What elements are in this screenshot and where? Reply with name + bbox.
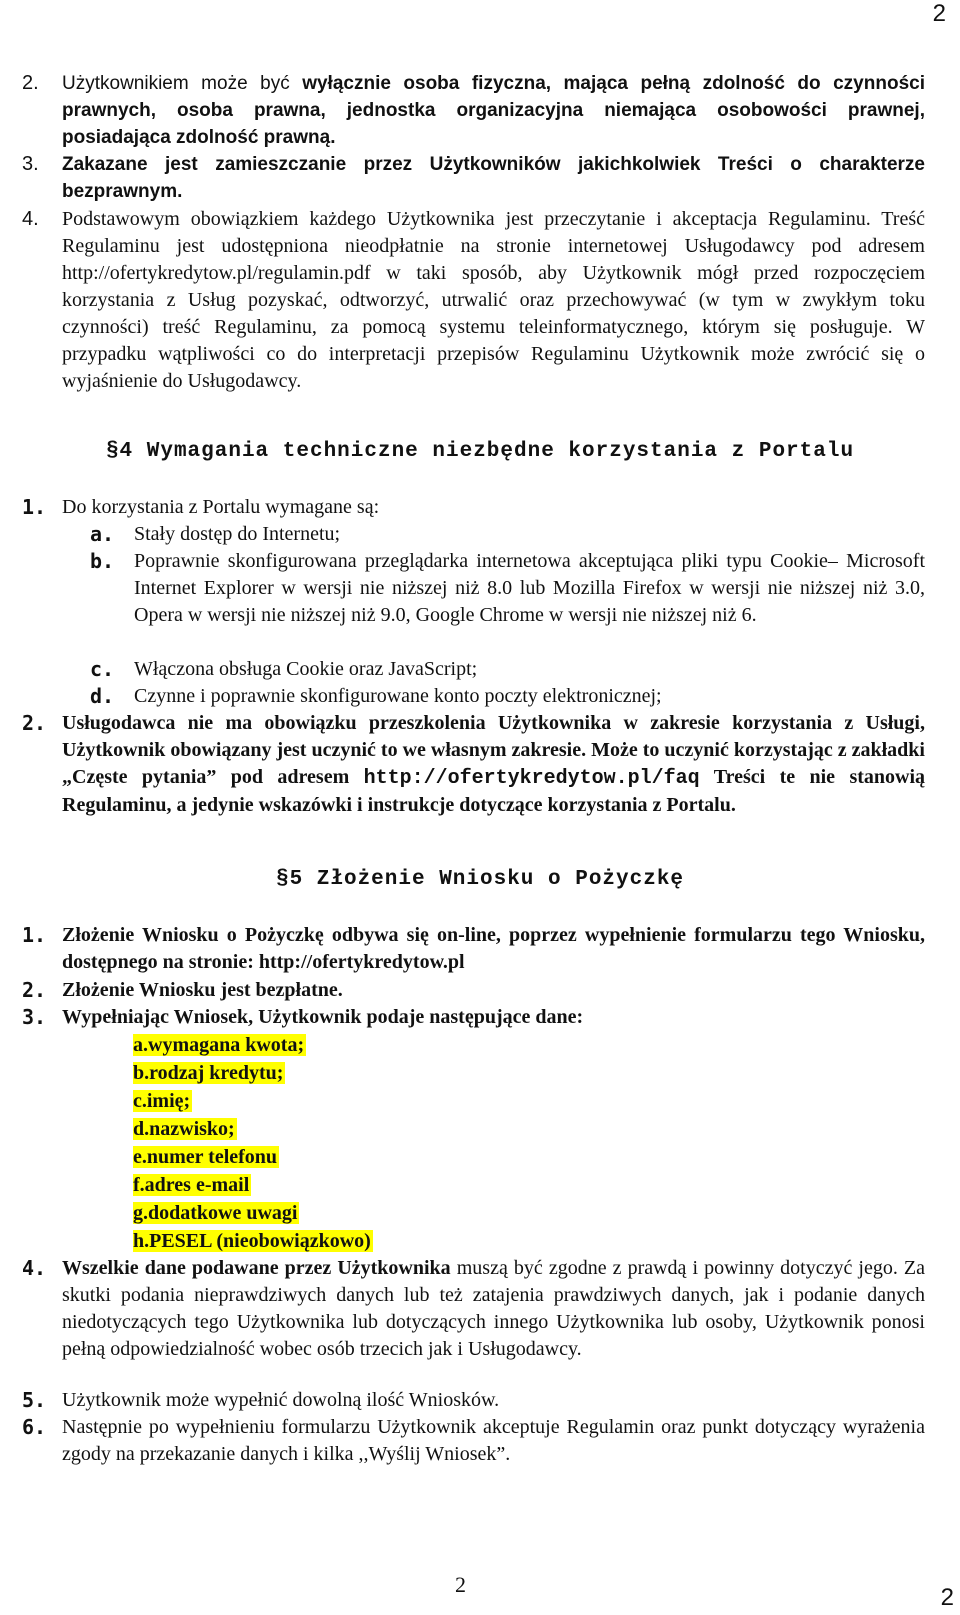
- item-number: 6.: [22, 1415, 47, 1439]
- list-item-s4-2: [22, 710, 925, 819]
- data-field-e: e.numer telefonu: [133, 1146, 278, 1168]
- sub-item-d: [90, 683, 925, 710]
- item-text: Wszelkie dane podawane przez Użytkownika muszą być zgodne z prawdą i powinny dotyczyć jego. Za skutki podania nieprawdziwych danych lub też zatajenia prawdziwych danych, jak i podanie danych niedotyczących tego Użytkownika lub dotyczących innego Użytkownika lub osoby, Użytkownik ponosi pełną odpowiedzialność wobec osób trzecich jak i Usługodawcy.: [62, 1257, 925, 1360]
- section-heading-5: §5 Złożenie Wniosku o Pożyczkę: [275, 868, 685, 891]
- sub-letter: d.: [90, 684, 115, 708]
- data-field-b: b.rodzaj kredytu;: [133, 1062, 284, 1084]
- list-item-s5-3: [22, 1004, 925, 1031]
- item-number: 3.: [22, 153, 39, 175]
- data-field-d: d.nazwisko;: [133, 1118, 235, 1140]
- item-text: Zakazane jest zamieszczanie przez Użytkowników jakichkolwiek Treści o charakterze bezprawnym.: [62, 154, 925, 202]
- item-text: Użytkownikiem może być wyłącznie osoba fizyczna, mająca pełną zdolność do czynności prawnych, osoba prawna, jednostka organizacyjna niemająca osobowości prawnej, posiadająca zdolność prawną.: [62, 73, 925, 148]
- item-number: 5.: [22, 1388, 47, 1412]
- sub-item-c: [90, 656, 925, 683]
- list-item-prev-4: [22, 206, 925, 395]
- faq-link[interactable]: http://ofertykredytow.pl/faq: [363, 767, 700, 790]
- sub-item-a: [90, 521, 925, 548]
- sub-letter: c.: [90, 657, 115, 681]
- item-text: Do korzystania z Portalu wymagane są:: [62, 496, 380, 518]
- list-item-s5-2: [22, 977, 925, 1004]
- section-heading-4: §4 Wymagania techniczne niezbędne korzystania z Portalu: [105, 440, 855, 463]
- page-number-bottom: 2: [455, 1572, 466, 1597]
- data-field-h: h.PESEL (nieobowiązkowo): [133, 1230, 371, 1252]
- item-text: Użytkownik może wypełnić dowolną ilość Wniosków.: [62, 1389, 500, 1411]
- item-number: 4.: [22, 208, 39, 230]
- data-field-c: c.imię;: [133, 1090, 191, 1112]
- item-text: Usługodawca nie ma obowiązku przeszkolenia Użytkownika w zakresie korzystania z Usługi, Użytkownik obowiązany jest uczynić to we własnym zakresie. Może to uczynić korzystając z zakładki „Częste pytania” pod adresem http://ofertykredytow.pl/faq Treści te nie stanowią Regulaminu, a jedynie wskazówki i instrukcje dotyczące korzystania z Portalu.: [62, 712, 926, 816]
- sub-text: Poprawnie skonfigurowana przeglądarka internetowa akceptująca pliki typu Cookie– Microsoft Internet Explorer w wersji nie niższej niż 8.0 lub Mozilla Firefox w wersji nie niższej niż 3.0, Opera w wersji nie niższej niż 9.0, Google Chrome w wersji nie niższej niż 6.: [134, 550, 925, 626]
- sub-item-b: [90, 548, 925, 629]
- item-text: Wypełniając Wniosek, Użytkownik podaje następujące dane:: [62, 1006, 584, 1028]
- item-number: 2.: [22, 72, 39, 94]
- page-number-corner: 2: [940, 1584, 954, 1611]
- sub-letter: a.: [90, 522, 115, 546]
- list-item-s5-6: [22, 1414, 925, 1468]
- list-item-prev-3: [22, 151, 925, 205]
- item-number: 2.: [22, 978, 47, 1002]
- item-number: 3.: [22, 1005, 47, 1029]
- data-field-f: f.adres e-mail: [133, 1174, 250, 1196]
- sub-text: Stały dostęp do Internetu;: [134, 523, 341, 545]
- item-number: 1.: [22, 923, 47, 947]
- list-item-s5-1: [22, 922, 925, 976]
- data-field-a: a.wymagana kwota;: [133, 1034, 305, 1056]
- item-text: Następnie po wypełnieniu formularzu Użytkownik akceptuje Regulamin oraz punkt dotyczący wyrażenia zgody na przekazanie danych i kilka ,,Wyślij Wniosek”.: [62, 1416, 925, 1465]
- item-number: 4.: [22, 1256, 47, 1280]
- list-item-s4-1: [22, 494, 925, 521]
- sub-letter: b.: [90, 549, 115, 573]
- item-text: Podstawowym obowiązkiem każdego Użytkownika jest przeczytanie i akceptacja Regulaminu. Treść Regulaminu jest udostępniona nieodpłatnie na stronie internetowej Usługodawcy pod adresem http://ofertykredytow.pl/regulamin.pdf w taki sposób, aby Użytkownik mógł przed rozpoczęciem korzystania z Usług pozyskać, odtworzyć, utrwalić oraz przechowywać (w tym w zwykłym toku czynności) treść Regulaminu, za pomocą systemu teleinformatycznego, którym się posługuje. W przypadku wątpliwości co do interpretacji przepisów Regulaminu Użytkownik może zwrócić się o wyjaśnienie do Usługodawcy.: [62, 208, 925, 392]
- page-number-top: 2: [932, 0, 946, 27]
- item-text: Złożenie Wniosku o Pożyczkę odbywa się on-line, poprzez wypełnienie formularzu tego Wniosku, dostępnego na stronie: http://ofertykredytow.pl: [62, 924, 925, 973]
- sub-text: Czynne i poprawnie skonfigurowane konto poczty elektronicznej;: [134, 685, 662, 707]
- list-item-s5-5: [22, 1387, 925, 1414]
- item-text: Złożenie Wniosku jest bezpłatne.: [62, 979, 343, 1001]
- item-number: 1.: [22, 495, 47, 519]
- list-item-s5-4: [22, 1255, 925, 1363]
- sub-text: Włączona obsługa Cookie oraz JavaScript;: [134, 658, 478, 680]
- data-field-g: g.dodatkowe uwagi: [133, 1202, 298, 1224]
- item-number: 2.: [22, 711, 47, 735]
- list-item-prev-2: [22, 70, 925, 151]
